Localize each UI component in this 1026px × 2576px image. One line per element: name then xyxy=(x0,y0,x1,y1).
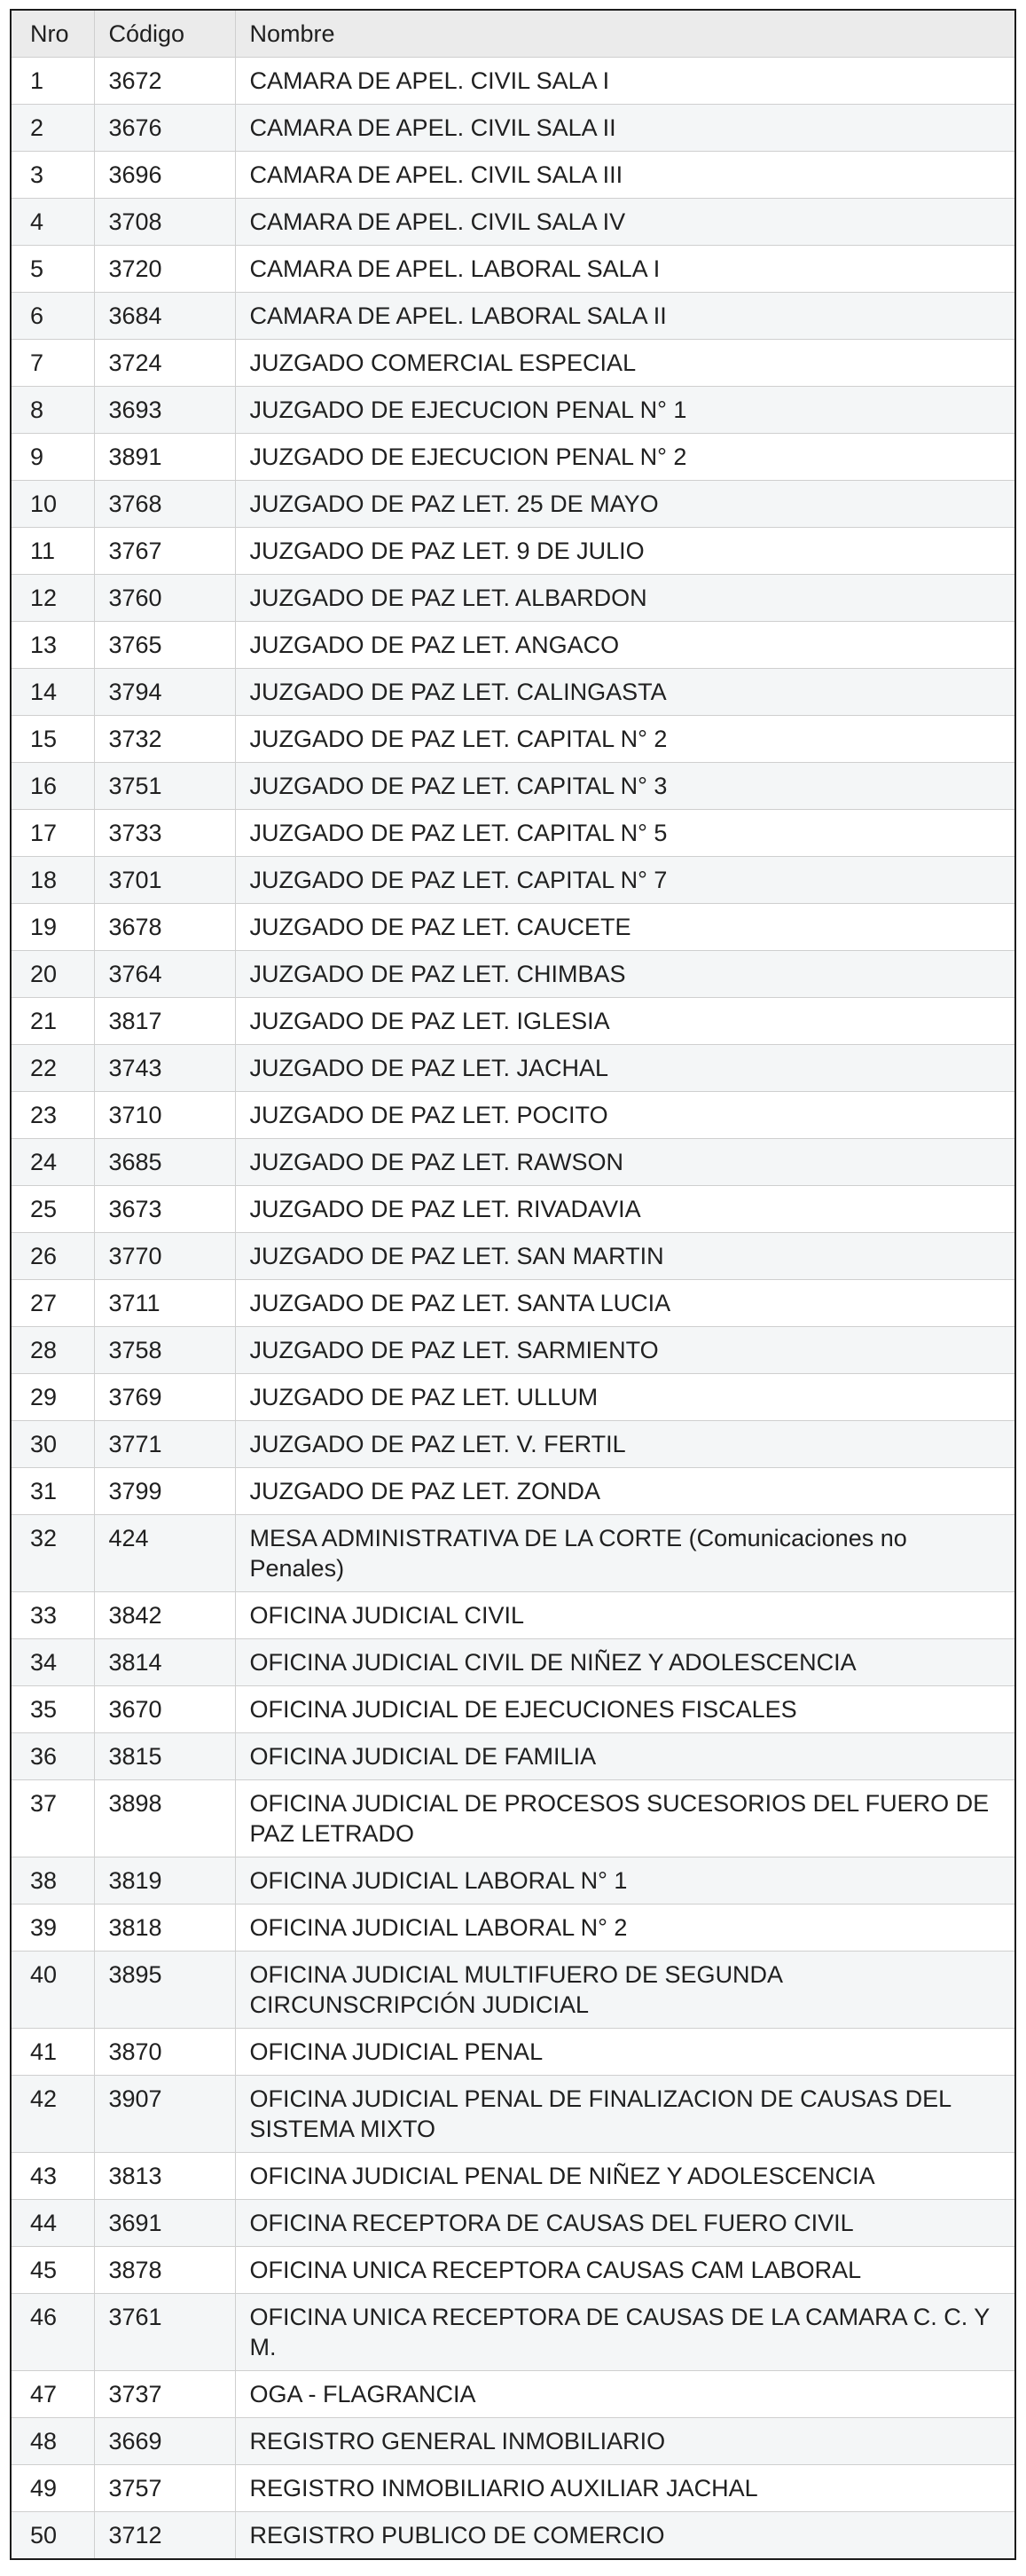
cell-nro: 19 xyxy=(11,904,94,951)
cell-nombre: JUZGADO DE PAZ LET. SARMIENTO xyxy=(235,1327,1015,1374)
table-row xyxy=(11,2512,1015,2560)
table-row xyxy=(11,340,1015,387)
table-row xyxy=(11,622,1015,669)
cell-codigo: 3757 xyxy=(94,2465,235,2512)
cell-nro: 31 xyxy=(11,1468,94,1515)
table-row xyxy=(11,1905,1015,1952)
cell-nombre: JUZGADO DE PAZ LET. RIVADAVIA xyxy=(235,1186,1015,1233)
cell-codigo: 3764 xyxy=(94,951,235,998)
cell-nro: 12 xyxy=(11,575,94,622)
organismos-table xyxy=(10,9,1016,2560)
cell-nombre: JUZGADO DE PAZ LET. SANTA LUCIA xyxy=(235,1280,1015,1327)
cell-nro: 45 xyxy=(11,2247,94,2294)
cell-nombre: OFICINA JUDICIAL PENAL DE FINALIZACION DE CAUSAS DEL SISTEMA MIXTO xyxy=(235,2076,1015,2153)
cell-nro: 6 xyxy=(11,293,94,340)
cell-codigo: 3672 xyxy=(94,58,235,105)
cell-nombre: CAMARA DE APEL. LABORAL SALA II xyxy=(235,293,1015,340)
cell-nro: 49 xyxy=(11,2465,94,2512)
cell-codigo: 3895 xyxy=(94,1952,235,2029)
cell-nombre: JUZGADO DE PAZ LET. CAUCETE xyxy=(235,904,1015,951)
cell-nombre: CAMARA DE APEL. LABORAL SALA I xyxy=(235,246,1015,293)
cell-nro: 35 xyxy=(11,1686,94,1733)
cell-nombre: JUZGADO DE PAZ LET. CAPITAL N° 5 xyxy=(235,810,1015,857)
cell-nro: 30 xyxy=(11,1421,94,1468)
cell-nombre: OFICINA JUDICIAL DE FAMILIA xyxy=(235,1733,1015,1780)
cell-nro: 32 xyxy=(11,1515,94,1592)
cell-nro: 42 xyxy=(11,2076,94,2153)
cell-nro: 15 xyxy=(11,716,94,763)
table-row xyxy=(11,2200,1015,2247)
cell-nombre: JUZGADO DE PAZ LET. V. FERTIL xyxy=(235,1421,1015,1468)
cell-nro: 26 xyxy=(11,1233,94,1280)
cell-codigo: 3701 xyxy=(94,857,235,904)
table-row xyxy=(11,2076,1015,2153)
cell-nombre: OFICINA JUDICIAL PENAL DE NIÑEZ Y ADOLESCENCIA xyxy=(235,2153,1015,2200)
cell-nombre: OGA - FLAGRANCIA xyxy=(235,2371,1015,2418)
cell-nombre: CAMARA DE APEL. CIVIL SALA III xyxy=(235,152,1015,199)
cell-nro: 37 xyxy=(11,1780,94,1857)
cell-nombre: REGISTRO PUBLICO DE COMERCIO xyxy=(235,2512,1015,2560)
cell-nro: 1 xyxy=(11,58,94,105)
table-row xyxy=(11,1374,1015,1421)
cell-codigo: 3691 xyxy=(94,2200,235,2247)
cell-codigo: 3878 xyxy=(94,2247,235,2294)
cell-nro: 27 xyxy=(11,1280,94,1327)
cell-nombre: CAMARA DE APEL. CIVIL SALA I xyxy=(235,58,1015,105)
cell-codigo: 3818 xyxy=(94,1905,235,1952)
table-row xyxy=(11,763,1015,810)
cell-codigo: 424 xyxy=(94,1515,235,1592)
table-row xyxy=(11,2294,1015,2371)
cell-nombre: JUZGADO DE PAZ LET. 9 DE JULIO xyxy=(235,528,1015,575)
cell-nombre: JUZGADO DE PAZ LET. CALINGASTA xyxy=(235,669,1015,716)
cell-nombre: JUZGADO COMERCIAL ESPECIAL xyxy=(235,340,1015,387)
cell-nombre: JUZGADO DE EJECUCION PENAL N° 1 xyxy=(235,387,1015,434)
cell-nombre: OFICINA JUDICIAL DE PROCESOS SUCESORIOS DEL FUERO DE PAZ LETRADO xyxy=(235,1780,1015,1857)
table-row xyxy=(11,1780,1015,1857)
cell-codigo: 3708 xyxy=(94,199,235,246)
cell-nro: 24 xyxy=(11,1139,94,1186)
table-row xyxy=(11,1327,1015,1374)
cell-nombre: JUZGADO DE PAZ LET. CAPITAL N° 7 xyxy=(235,857,1015,904)
cell-nro: 5 xyxy=(11,246,94,293)
cell-nro: 18 xyxy=(11,857,94,904)
cell-nombre: OFICINA UNICA RECEPTORA CAUSAS CAM LABORAL xyxy=(235,2247,1015,2294)
cell-nombre: OFICINA RECEPTORA DE CAUSAS DEL FUERO CIVIL xyxy=(235,2200,1015,2247)
table-row xyxy=(11,1686,1015,1733)
cell-nro: 39 xyxy=(11,1905,94,1952)
cell-codigo: 3765 xyxy=(94,622,235,669)
cell-codigo: 3891 xyxy=(94,434,235,481)
cell-codigo: 3898 xyxy=(94,1780,235,1857)
cell-nro: 47 xyxy=(11,2371,94,2418)
cell-nro: 22 xyxy=(11,1045,94,1092)
table-row xyxy=(11,857,1015,904)
cell-nombre: JUZGADO DE PAZ LET. ZONDA xyxy=(235,1468,1015,1515)
table-row xyxy=(11,293,1015,340)
table-row xyxy=(11,904,1015,951)
cell-codigo: 3817 xyxy=(94,998,235,1045)
cell-codigo: 3813 xyxy=(94,2153,235,2200)
cell-codigo: 3685 xyxy=(94,1139,235,1186)
cell-nombre: JUZGADO DE PAZ LET. CAPITAL N° 3 xyxy=(235,763,1015,810)
cell-nombre: CAMARA DE APEL. CIVIL SALA IV xyxy=(235,199,1015,246)
table-row xyxy=(11,1733,1015,1780)
cell-nro: 36 xyxy=(11,1733,94,1780)
cell-codigo: 3760 xyxy=(94,575,235,622)
cell-nro: 28 xyxy=(11,1327,94,1374)
cell-nombre: CAMARA DE APEL. CIVIL SALA II xyxy=(235,105,1015,152)
cell-nro: 21 xyxy=(11,998,94,1045)
table-row xyxy=(11,2418,1015,2465)
cell-nro: 13 xyxy=(11,622,94,669)
table-row xyxy=(11,2465,1015,2512)
cell-nro: 50 xyxy=(11,2512,94,2560)
cell-codigo: 3907 xyxy=(94,2076,235,2153)
cell-codigo: 3732 xyxy=(94,716,235,763)
cell-nro: 41 xyxy=(11,2029,94,2076)
cell-nro: 25 xyxy=(11,1186,94,1233)
cell-nro: 3 xyxy=(11,152,94,199)
table-row xyxy=(11,152,1015,199)
cell-codigo: 3737 xyxy=(94,2371,235,2418)
cell-codigo: 3751 xyxy=(94,763,235,810)
cell-codigo: 3769 xyxy=(94,1374,235,1421)
cell-codigo: 3724 xyxy=(94,340,235,387)
cell-nombre: JUZGADO DE PAZ LET. ANGACO xyxy=(235,622,1015,669)
table-row xyxy=(11,1515,1015,1592)
cell-nombre: JUZGADO DE PAZ LET. ULLUM xyxy=(235,1374,1015,1421)
table-row xyxy=(11,58,1015,105)
column-header-codigo: Código xyxy=(94,10,235,58)
cell-codigo: 3794 xyxy=(94,669,235,716)
table-row xyxy=(11,199,1015,246)
table-row xyxy=(11,575,1015,622)
table-row xyxy=(11,1092,1015,1139)
cell-nro: 48 xyxy=(11,2418,94,2465)
table-row xyxy=(11,2247,1015,2294)
cell-nro: 11 xyxy=(11,528,94,575)
table-row xyxy=(11,387,1015,434)
cell-nro: 2 xyxy=(11,105,94,152)
cell-nro: 16 xyxy=(11,763,94,810)
cell-codigo: 3767 xyxy=(94,528,235,575)
table-row xyxy=(11,1468,1015,1515)
table-row xyxy=(11,1139,1015,1186)
cell-nombre: OFICINA JUDICIAL CIVIL DE NIÑEZ Y ADOLESCENCIA xyxy=(235,1639,1015,1686)
table-row xyxy=(11,2153,1015,2200)
table-row xyxy=(11,810,1015,857)
cell-nombre: OFICINA JUDICIAL PENAL xyxy=(235,2029,1015,2076)
cell-nro: 14 xyxy=(11,669,94,716)
cell-nombre: REGISTRO INMOBILIARIO AUXILIAR JACHAL xyxy=(235,2465,1015,2512)
table-row xyxy=(11,2371,1015,2418)
cell-codigo: 3710 xyxy=(94,1092,235,1139)
cell-nro: 17 xyxy=(11,810,94,857)
cell-nro: 4 xyxy=(11,199,94,246)
cell-codigo: 3684 xyxy=(94,293,235,340)
table-row xyxy=(11,246,1015,293)
cell-codigo: 3693 xyxy=(94,387,235,434)
cell-codigo: 3870 xyxy=(94,2029,235,2076)
table-row xyxy=(11,1045,1015,1092)
column-header-nombre: Nombre xyxy=(235,10,1015,58)
cell-nombre: REGISTRO GENERAL INMOBILIARIO xyxy=(235,2418,1015,2465)
table-row xyxy=(11,434,1015,481)
cell-nombre: JUZGADO DE PAZ LET. RAWSON xyxy=(235,1139,1015,1186)
cell-nombre: OFICINA UNICA RECEPTORA DE CAUSAS DE LA CAMARA C. C. Y M. xyxy=(235,2294,1015,2371)
cell-nombre: JUZGADO DE PAZ LET. 25 DE MAYO xyxy=(235,481,1015,528)
cell-nro: 46 xyxy=(11,2294,94,2371)
cell-nro: 8 xyxy=(11,387,94,434)
cell-codigo: 3761 xyxy=(94,2294,235,2371)
table-row xyxy=(11,951,1015,998)
cell-nro: 7 xyxy=(11,340,94,387)
cell-nro: 33 xyxy=(11,1592,94,1639)
cell-codigo: 3814 xyxy=(94,1639,235,1686)
cell-nro: 34 xyxy=(11,1639,94,1686)
table-row xyxy=(11,1280,1015,1327)
cell-codigo: 3842 xyxy=(94,1592,235,1639)
header-row xyxy=(11,10,1015,58)
cell-nombre: JUZGADO DE PAZ LET. CAPITAL N° 2 xyxy=(235,716,1015,763)
cell-nro: 10 xyxy=(11,481,94,528)
cell-nro: 9 xyxy=(11,434,94,481)
cell-codigo: 3743 xyxy=(94,1045,235,1092)
cell-nro: 29 xyxy=(11,1374,94,1421)
cell-nro: 44 xyxy=(11,2200,94,2247)
cell-nro: 43 xyxy=(11,2153,94,2200)
cell-codigo: 3696 xyxy=(94,152,235,199)
cell-codigo: 3819 xyxy=(94,1857,235,1905)
cell-codigo: 3711 xyxy=(94,1280,235,1327)
cell-codigo: 3676 xyxy=(94,105,235,152)
cell-nombre: JUZGADO DE PAZ LET. POCITO xyxy=(235,1092,1015,1139)
cell-codigo: 3678 xyxy=(94,904,235,951)
cell-nombre: JUZGADO DE EJECUCION PENAL N° 2 xyxy=(235,434,1015,481)
cell-codigo: 3720 xyxy=(94,246,235,293)
cell-codigo: 3799 xyxy=(94,1468,235,1515)
table-row xyxy=(11,2029,1015,2076)
cell-codigo: 3770 xyxy=(94,1233,235,1280)
cell-codigo: 3758 xyxy=(94,1327,235,1374)
cell-nombre: OFICINA JUDICIAL CIVIL xyxy=(235,1592,1015,1639)
cell-nombre: JUZGADO DE PAZ LET. SAN MARTIN xyxy=(235,1233,1015,1280)
cell-codigo: 3673 xyxy=(94,1186,235,1233)
cell-nombre: OFICINA JUDICIAL MULTIFUERO DE SEGUNDA CIRCUNSCRIPCIÓN JUDICIAL xyxy=(235,1952,1015,2029)
cell-nombre: OFICINA JUDICIAL DE EJECUCIONES FISCALES xyxy=(235,1686,1015,1733)
cell-codigo: 3815 xyxy=(94,1733,235,1780)
table-row xyxy=(11,669,1015,716)
table-row xyxy=(11,1421,1015,1468)
cell-nombre: MESA ADMINISTRATIVA DE LA CORTE (Comunicaciones no Penales) xyxy=(235,1515,1015,1592)
cell-nombre: JUZGADO DE PAZ LET. CHIMBAS xyxy=(235,951,1015,998)
table-row xyxy=(11,528,1015,575)
table-row xyxy=(11,1592,1015,1639)
cell-codigo: 3771 xyxy=(94,1421,235,1468)
cell-nombre: JUZGADO DE PAZ LET. IGLESIA xyxy=(235,998,1015,1045)
table-row xyxy=(11,1186,1015,1233)
table-row xyxy=(11,998,1015,1045)
cell-nro: 20 xyxy=(11,951,94,998)
cell-nro: 23 xyxy=(11,1092,94,1139)
cell-codigo: 3768 xyxy=(94,481,235,528)
cell-nro: 40 xyxy=(11,1952,94,2029)
cell-nombre: JUZGADO DE PAZ LET. ALBARDON xyxy=(235,575,1015,622)
cell-codigo: 3669 xyxy=(94,2418,235,2465)
cell-nombre: OFICINA JUDICIAL LABORAL N° 2 xyxy=(235,1905,1015,1952)
cell-codigo: 3670 xyxy=(94,1686,235,1733)
cell-codigo: 3733 xyxy=(94,810,235,857)
cell-nombre: JUZGADO DE PAZ LET. JACHAL xyxy=(235,1045,1015,1092)
table-row xyxy=(11,1639,1015,1686)
cell-codigo: 3712 xyxy=(94,2512,235,2560)
table-row xyxy=(11,716,1015,763)
table-row xyxy=(11,1857,1015,1905)
cell-nombre: OFICINA JUDICIAL LABORAL N° 1 xyxy=(235,1857,1015,1905)
table-body xyxy=(11,58,1015,2560)
table-row xyxy=(11,1233,1015,1280)
cell-nro: 38 xyxy=(11,1857,94,1905)
column-header-nro: Nro xyxy=(11,10,94,58)
table-row xyxy=(11,1952,1015,2029)
table-row xyxy=(11,481,1015,528)
table-row xyxy=(11,105,1015,152)
